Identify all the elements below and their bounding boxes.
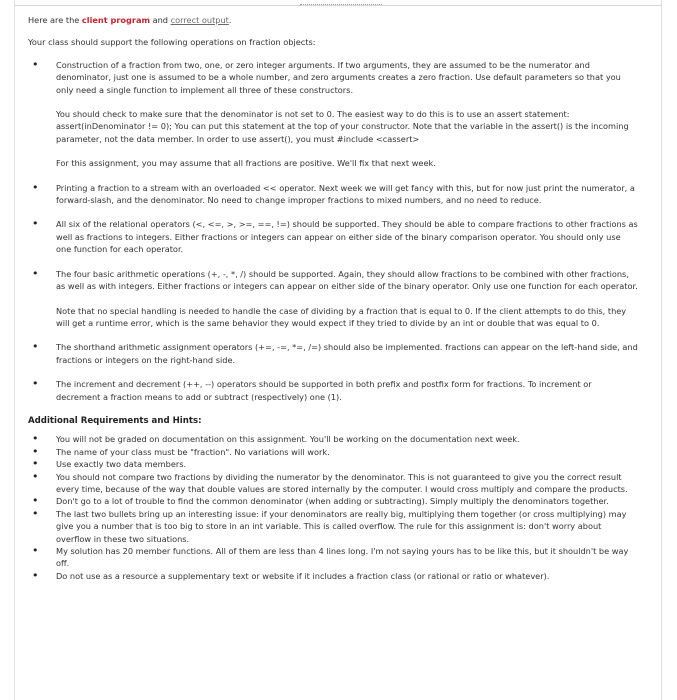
list-item-paragraph: • Construction of a fraction from two, one, or zero integer arguments. If two arguments, they are assumed to be the numerator and denominator, just one is assumed to be a whole number, and zero arguments creates a zero fraction. Use default parameters so that you only need a single function to implement all three of these constructors. (56, 59, 621, 95)
hints-list (28, 433, 638, 582)
operation-item-shorthand (28, 341, 638, 366)
intro-prefix: Here are the (28, 15, 82, 25)
hint-item: • You should not compare two fractions by dividing the numerator by the denominator. This is not guaranteed to give you the correct result every time, because of the way that double values are stored internally by the computer. I would cross multiply and compare the products. (28, 471, 638, 496)
operation-item-printing (28, 182, 638, 207)
list-item-paragraph: • Printing a fraction to a stream with an overloaded << operator. Next week we will get fancy with this, but for now just print the numerator, a forward-slash, and the denominator. No need to change improper fractions to mixed numbers, and no need to reduce. (56, 182, 635, 206)
hint-item: • The name of your class must be "fraction". No variations will work. (28, 446, 638, 458)
list-item-paragraph: • The four basic arithmetic operations (+, -, *, /) should be supported. Again, they should allow fractions to be combined with other fractions, as well as with integers. Either fractions or integers can appear on either side of the binary operator. Only use one function for each operator. (56, 268, 638, 292)
operation-item-arithmetic (28, 268, 638, 330)
list-item-paragraph: • All six of the relational operators (<, <=, >, >=, ==, !=) should be supported. They should be able to compare fractions to other fractions as well as fractions to integers. Either fractions or integers can appear on either side of the binary comparison operator. You should only use one function for each operator. (56, 219, 638, 255)
operation-item-constructor (28, 59, 638, 170)
correct-output-link[interactable]: correct output (170, 15, 229, 25)
list-item-paragraph: For this assignment, you may assume that all fractions are positive. We'll fix that next week. (56, 158, 436, 169)
assignment-content (28, 14, 638, 582)
hint-item: • Do not use as a resource a supplementary text or website if it includes a fraction class (or rational or ratio or whatever). (28, 570, 638, 582)
hint-item: • My solution has 20 member functions. All of them are less than 4 lines long. I'm not saying yours has to be like this, but it shouldn't be way off. (28, 545, 638, 570)
list-item-paragraph: You should check to make sure that the denominator is not set to 0. The easiest way to do this is to use an assert statement: assert(inDenominator != 0); You can put this statement at the top of your constructor. Note that the variable in the assert() is the incoming parameter, not the data member. In order to use assert(), you must #include <cassert> (56, 109, 629, 144)
intro-middle: and (150, 15, 171, 25)
operations-list (28, 59, 638, 403)
operation-item-increment (28, 378, 638, 403)
list-item-paragraph: • The shorthand arithmetic assignment operators (+=, -=, *=, /=) should also be implemented. fractions can appear on the left-hand side, and fractions or integers on the right-hand side. (56, 342, 638, 365)
cropped-header-mark (300, 0, 382, 5)
operation-item-relational (28, 218, 638, 255)
operations-intro: Your class should support the following operations on fraction objects: (28, 37, 316, 48)
hint-item: • You will not be graded on documentation on this assignment. You'll be working on the documentation next week. (28, 433, 638, 445)
hint-item: • Don't go to a lot of trouble to find the common denominator (when adding or subtracting). Simply multiply the denominators together. (28, 495, 638, 507)
top-divider (14, 5, 662, 6)
hints-heading: Additional Requirements and Hints: (28, 415, 202, 426)
list-item-paragraph: Note that no special handling is needed to handle the case of dividing by a fraction that is equal to 0. If the client attempts to do this, they will get a runtime error, which is the same behavior they would expect if they tried to divide by an int or double that was equal to 0. (56, 305, 627, 328)
hint-item: • The last two bullets bring up an interesting issue: if your denominators are really big, multiplying them together (or cross multiplying) may give you a number that is too big to store in an int variable. This is called overflow. The rule for this assignment is: don't worry about overflow in these two situations. (28, 508, 638, 545)
intro-suffix: . (228, 15, 232, 25)
intro-line (28, 14, 638, 26)
hint-item: • Use exactly two data members. (28, 458, 638, 470)
list-item-paragraph: • The increment and decrement (++, --) operators should be supported in both prefix and postfix form for fractions. To increment or decrement a fraction means to add or subtract (respectively) one (1). (56, 379, 592, 402)
client-program-link[interactable]: client program (81, 15, 150, 25)
